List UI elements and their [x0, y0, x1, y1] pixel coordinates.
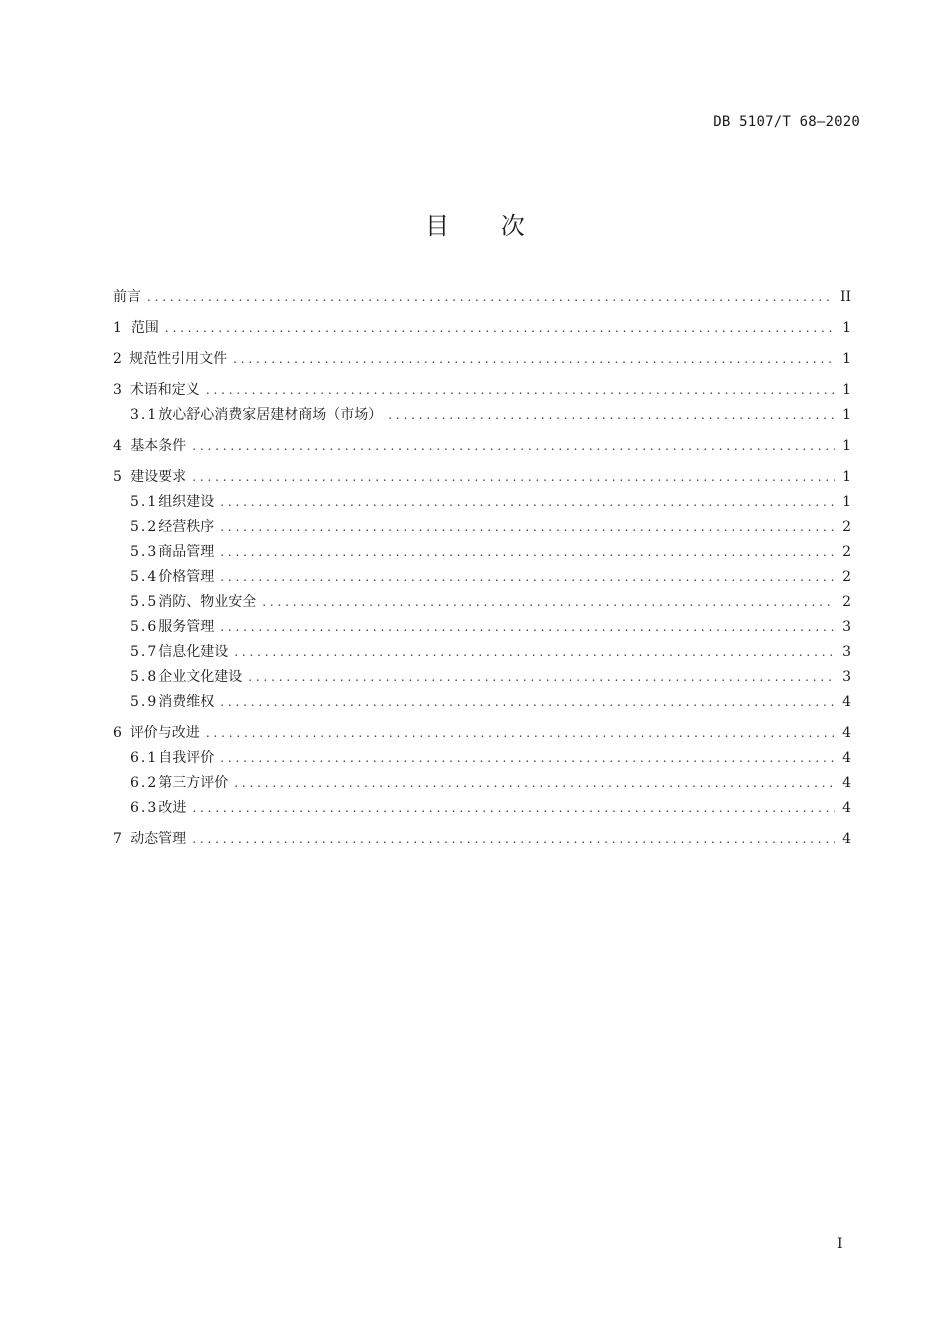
toc-entry-label: 基本条件 — [130, 438, 187, 454]
toc-entry-number: 3.1 — [130, 407, 159, 423]
toc-entry-label: 自我评价 — [158, 750, 215, 766]
toc-entry-label: 消防、物业安全 — [158, 594, 257, 610]
toc-entry-number: 5.2 — [130, 519, 159, 535]
toc-entry-label: 术语和定义 — [129, 382, 200, 398]
toc-entry-number: 5.6 — [130, 619, 159, 635]
toc-entry-number: 5.9 — [130, 694, 159, 710]
toc-entry-label: 改进 — [158, 800, 187, 816]
toc-entry-page: 4 — [842, 725, 851, 741]
toc-entry-number: 5.3 — [130, 544, 159, 560]
toc-entry-number: 5 — [113, 469, 122, 485]
toc-entry-6[interactable] — [113, 721, 851, 746]
toc-entry-number: 6.2 — [130, 775, 159, 791]
toc-entry-page: 3 — [842, 669, 851, 685]
dot-leader — [220, 490, 835, 515]
dot-leader — [388, 403, 835, 428]
dot-leader — [220, 615, 835, 640]
toc-entry-page: II — [839, 289, 851, 305]
toc-entry-page: 1 — [842, 469, 851, 485]
dot-leader — [234, 640, 835, 665]
dot-leader — [192, 827, 835, 852]
toc-entry-page: 4 — [842, 694, 851, 710]
dot-leader — [233, 347, 835, 372]
toc-entry-page: 4 — [842, 831, 851, 847]
dot-leader — [262, 590, 835, 615]
dot-leader — [192, 796, 835, 821]
toc-entry-label: 商品管理 — [158, 544, 215, 560]
toc-entry-6-3[interactable] — [113, 796, 851, 821]
toc-entry-7[interactable] — [113, 827, 851, 852]
toc-entry-label: 服务管理 — [158, 619, 215, 635]
toc-entry-5-3[interactable] — [113, 540, 851, 565]
toc-entry-label: 放心舒心消费家居建材商场（市场） — [158, 407, 383, 423]
toc-entry-1[interactable] — [113, 316, 851, 341]
toc-entry-page: 4 — [842, 800, 851, 816]
toc-entry-5-5[interactable] — [113, 590, 851, 615]
toc-entry-number: 1 — [113, 320, 122, 336]
table-of-contents — [113, 285, 851, 852]
toc-entry-5-4[interactable] — [113, 565, 851, 590]
toc-entry-label: 消费维权 — [158, 694, 215, 710]
toc-entry-label: 建设要求 — [130, 469, 187, 485]
toc-entry-number: 5.1 — [130, 494, 159, 510]
toc-entry-page: 2 — [842, 594, 851, 610]
toc-entry-page: 2 — [842, 544, 851, 560]
toc-entry-5[interactable] — [113, 465, 851, 490]
toc-entry-4[interactable] — [113, 434, 851, 459]
toc-entry-5-2[interactable] — [113, 515, 851, 540]
toc-entry-3-1[interactable] — [113, 403, 851, 428]
toc-entry-number: 5.5 — [130, 594, 159, 610]
toc-entry-label: 价格管理 — [158, 569, 215, 585]
toc-entry-5-1[interactable] — [113, 490, 851, 515]
toc-entry-label: 动态管理 — [130, 831, 187, 847]
toc-entry-page: 3 — [842, 619, 851, 635]
toc-entry-foreword[interactable] — [113, 285, 851, 310]
toc-entry-page: 3 — [842, 644, 851, 660]
toc-entry-page: 2 — [842, 569, 851, 585]
toc-entry-page: 4 — [842, 750, 851, 766]
toc-entry-2[interactable] — [113, 347, 851, 372]
toc-entry-page: 1 — [842, 320, 851, 336]
toc-entry-label: 范围 — [130, 320, 159, 336]
dot-leader — [147, 285, 834, 310]
dot-leader — [165, 316, 835, 341]
toc-entry-label: 经营秩序 — [158, 519, 215, 535]
dot-leader — [234, 771, 835, 796]
toc-entry-label: 评价与改进 — [129, 725, 200, 741]
dot-leader — [220, 690, 835, 715]
toc-entry-number: 2 — [113, 351, 122, 367]
dot-leader — [192, 434, 835, 459]
toc-entry-number: 3 — [113, 382, 122, 398]
toc-entry-page: 4 — [842, 775, 851, 791]
dot-leader — [206, 378, 835, 403]
toc-entry-6-1[interactable] — [113, 746, 851, 771]
toc-entry-number: 5.4 — [130, 569, 159, 585]
toc-entry-label: 规范性引用文件 — [129, 351, 228, 367]
toc-entry-5-7[interactable] — [113, 640, 851, 665]
toc-entry-number: 7 — [113, 831, 122, 847]
toc-entry-number: 6 — [113, 725, 122, 741]
dot-leader — [220, 515, 835, 540]
dot-leader — [220, 565, 835, 590]
toc-entry-number: 5.7 — [130, 644, 159, 660]
toc-entry-page: 1 — [842, 351, 851, 367]
page-title: 目 次 — [425, 212, 547, 240]
toc-entry-page: 1 — [842, 438, 851, 454]
toc-entry-label: 组织建设 — [158, 494, 215, 510]
dot-leader — [192, 465, 835, 490]
dot-leader — [206, 721, 835, 746]
toc-entry-page: 1 — [842, 494, 851, 510]
toc-entry-number: 6.1 — [130, 750, 159, 766]
page-number: I — [837, 1236, 843, 1252]
toc-entry-page: 1 — [842, 407, 851, 423]
toc-entry-6-2[interactable] — [113, 771, 851, 796]
toc-entry-page: 2 — [842, 519, 851, 535]
toc-entry-5-6[interactable] — [113, 615, 851, 640]
toc-entry-5-8[interactable] — [113, 665, 851, 690]
toc-entry-label: 信息化建设 — [158, 644, 229, 660]
toc-entry-5-9[interactable] — [113, 690, 851, 715]
dot-leader — [220, 540, 835, 565]
toc-entry-label: 前言 — [113, 289, 141, 305]
toc-entry-number: 6.3 — [130, 800, 159, 816]
toc-entry-3[interactable] — [113, 378, 851, 403]
dot-leader — [248, 665, 835, 690]
dot-leader — [220, 746, 835, 771]
toc-entry-label: 第三方评价 — [158, 775, 229, 791]
toc-entry-number: 4 — [113, 438, 122, 454]
toc-entry-number: 5.8 — [130, 669, 159, 685]
document-code: DB 5107/T 68—2020 — [713, 114, 860, 130]
toc-entry-page: 1 — [842, 382, 851, 398]
toc-entry-label: 企业文化建设 — [158, 669, 243, 685]
